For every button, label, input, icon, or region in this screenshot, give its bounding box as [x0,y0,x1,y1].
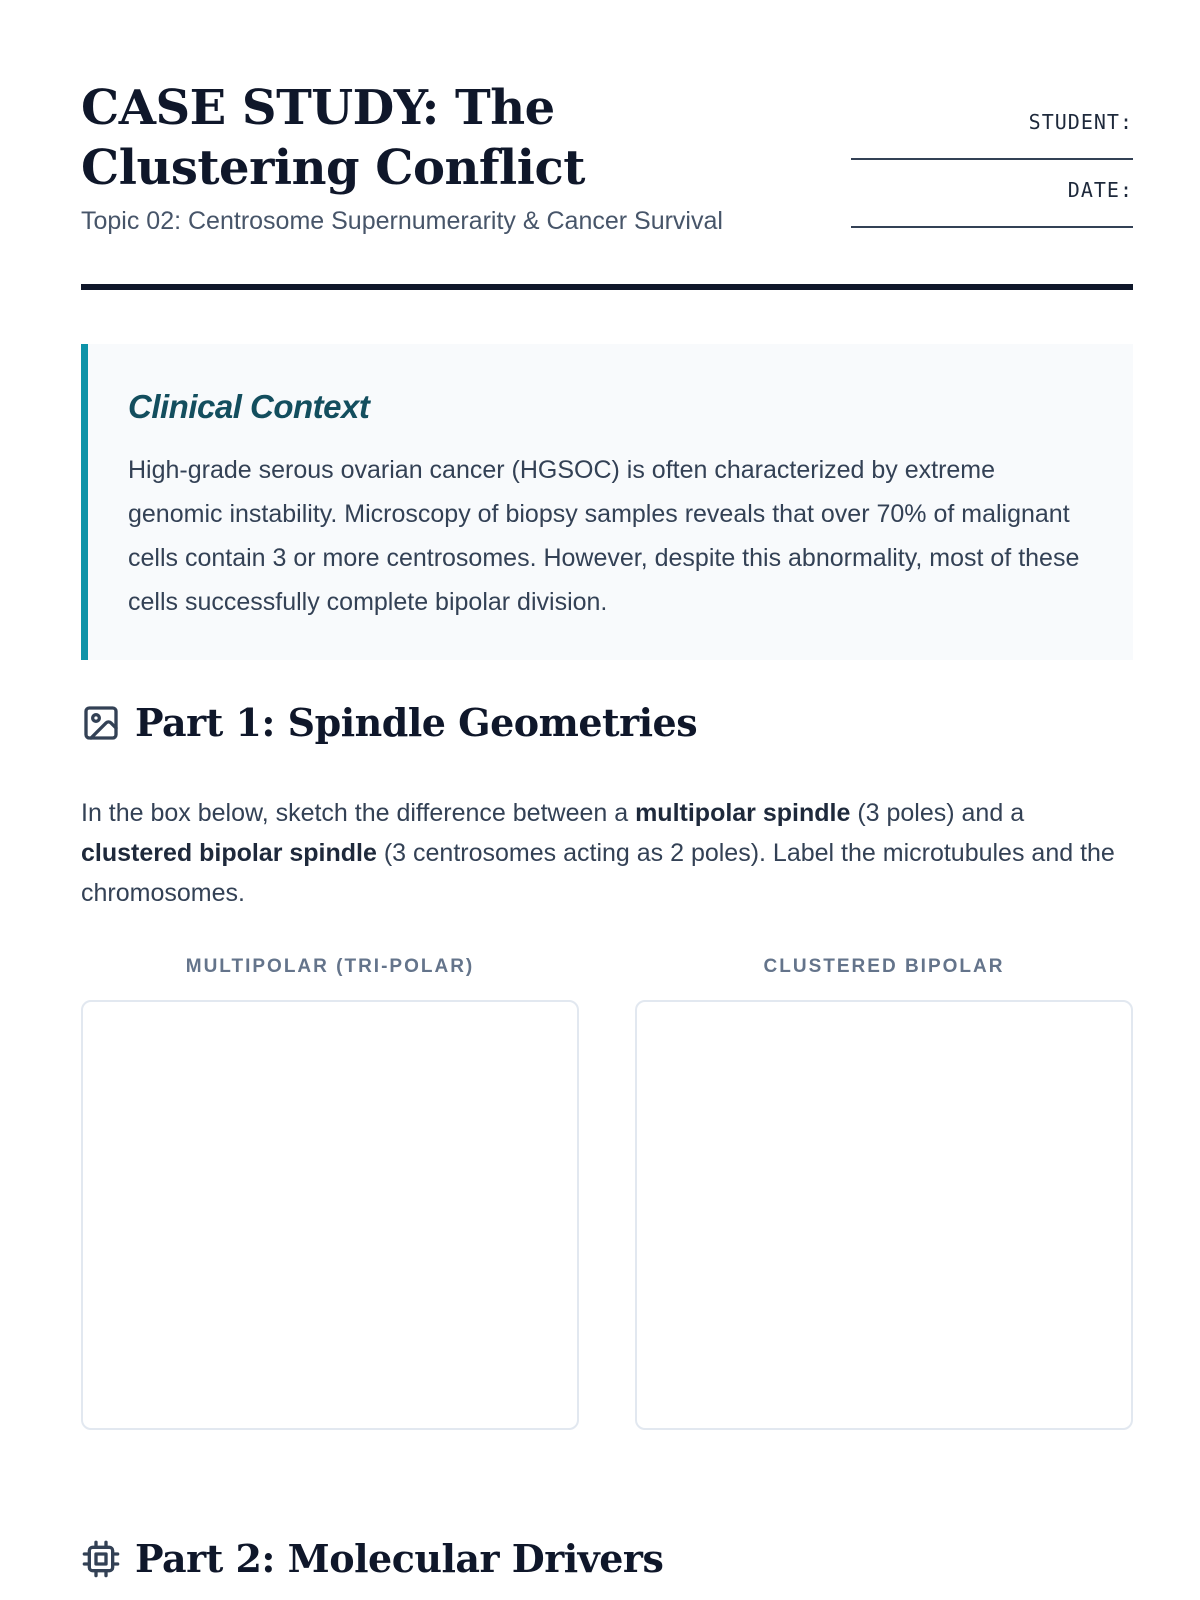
part2-title: Part 2: Molecular Drivers [135,1536,664,1581]
multipolar-label: MULTIPOLAR (TRI-POLAR) [185,956,475,977]
student-line [851,158,1133,160]
clustered-label: CLUSTERED BIPOLAR [763,956,1005,977]
header-divider [81,284,1133,290]
multipolar-sketch-column [81,956,579,1430]
student-label: STUDENT: [1028,110,1133,134]
instr-text-1: In the box below, sketch the difference between a [81,799,636,827]
part1-heading [81,700,697,745]
multipolar-sketch-box[interactable] [81,1000,579,1430]
page-subtitle: Topic 02: Centrosome Supernumerarity & Cancer Survival [81,207,723,235]
part1-instructions [81,793,1141,913]
date-field[interactable] [851,174,1133,242]
date-label: DATE: [1067,178,1133,202]
clinical-context-callout [81,344,1133,660]
clustered-sketch-column [635,956,1133,1430]
instr-bold-2: clustered bipolar spindle [81,839,377,867]
student-meta [851,106,1133,242]
instr-text-3: (3 centrosomes acting as 2 poles). Label the microtubules and the chromosomes. [81,839,1115,907]
part2-heading [81,1536,663,1581]
context-body: High-grade serous ovarian cancer (HGSOC) is often characterized by extreme genomic instability. Microscopy of biopsy samples reveals that over 70% of malignant cells contain 3 or more centrosomes. However, despite this abnormality, most of these cells successfully complete bipolar division. [128,456,1080,616]
instr-text-2: (3 poles) and a [850,799,1025,827]
date-line [851,226,1133,228]
clustered-sketch-box[interactable] [635,1000,1133,1430]
page-title: CASE STUDY: The Clustering Conflict [81,80,585,196]
image-icon [81,703,121,743]
cpu-chip-icon [81,1539,121,1579]
student-field[interactable] [851,106,1133,174]
context-title: Clinical Context [128,388,370,425]
instr-bold-1: multipolar spindle [635,799,851,827]
part1-title: Part 1: Spindle Geometries [135,700,698,745]
